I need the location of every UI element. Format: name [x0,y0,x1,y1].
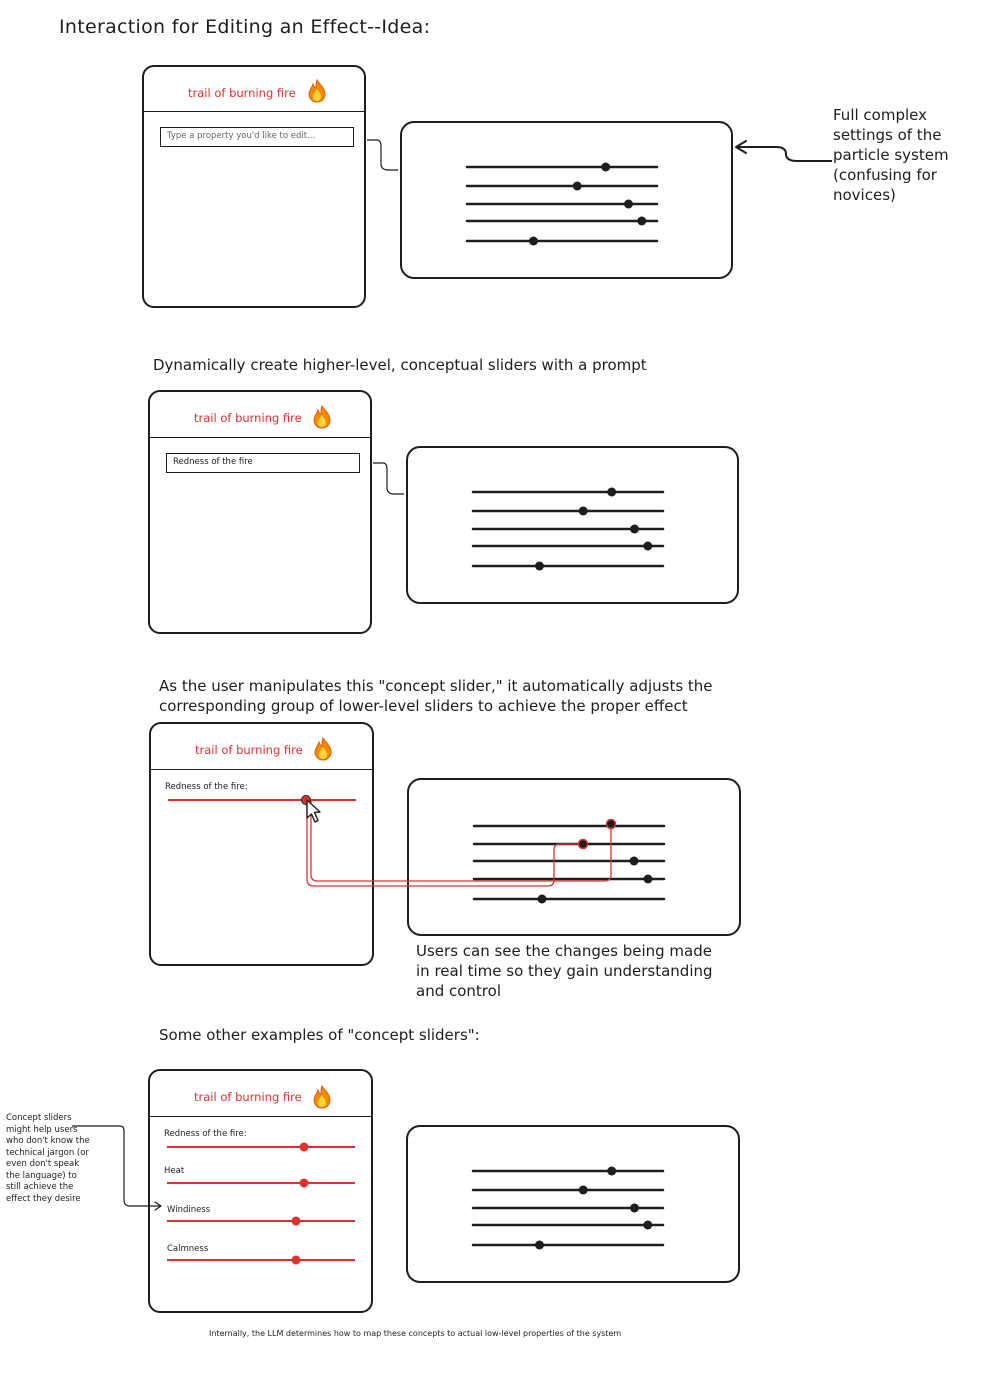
annotation-real-time: Users can see the changes being made in real time so they gain understanding and control [416,942,713,1000]
arrowhead-icon [736,141,746,153]
low-level-panel-2 [406,446,739,604]
phone-title-3: trail of burning fire [195,743,303,757]
low-level-slider-thumb [630,1204,639,1213]
low-level-slider-thumb [535,562,544,571]
section4-heading: Some other examples of "concept sliders": [159,1026,480,1044]
low-level-sliders-2[interactable] [408,448,741,606]
phone-title-2: trail of burning fire [194,411,302,425]
phone-title-4: trail of burning fire [194,1090,302,1104]
concept-label-windiness: Windiness [167,1205,211,1215]
annotation-complex-settings: Full complex settings of the particle system (confusing for novices) [833,106,949,204]
side-note-concept-sliders: Concept sliders might help users who don't know the technical jargon (or even don't speak the language) to still achieve the effect they desire [6,1113,90,1204]
section3-heading-line1: As the user manipulates this "concept slider," it automatically adjusts the [159,677,713,695]
phone-frame-4 [148,1069,373,1313]
concept-label-calmness: Calmness [167,1244,209,1254]
concept-label-redness: Redness of the fire: [164,1129,247,1139]
phone-header-3 [151,724,372,770]
low-level-slider-thumb [529,237,538,246]
low-level-slider-thumb [535,1241,544,1250]
property-search-input[interactable]: Type a property you'd like to edit... [160,127,354,147]
low-level-slider-thumb [624,200,633,209]
phone-frame-1 [142,65,366,308]
phone-frame-2 [148,390,372,634]
low-level-slider-thumb [630,525,639,534]
annotation-arrow [738,147,832,161]
phone-header-4 [150,1071,371,1117]
concept-slider-label: Redness of the fire: [165,782,248,792]
low-level-slider-thumb [607,488,616,497]
phone-frame-3 [149,722,374,966]
section2-heading: Dynamically create higher-level, conceptual sliders with a prompt [153,356,647,374]
low-level-slider-thumb [630,857,639,866]
phone-header-2 [150,392,370,438]
low-level-slider-thumb [607,1167,616,1176]
phone-header-1 [144,67,364,112]
low-level-panel-3 [407,778,741,936]
low-level-slider-thumb [637,217,646,226]
low-level-slider-thumb [601,163,610,172]
fire-icon [311,405,333,429]
low-level-slider-thumb [579,1186,588,1195]
low-level-slider-thumb [579,507,588,516]
footer-note: Internally, the LLM determines how to map these concepts to actual low-level properties of the system [209,1329,622,1338]
low-level-panel-1 [400,121,733,279]
section3-heading [159,676,713,716]
connector-2 [373,463,404,494]
property-prompt-input[interactable]: Redness of the fire [166,453,360,473]
section3-heading-line2: corresponding group of lower-level sliders to achieve the proper effect [159,697,688,715]
fire-icon [306,79,328,103]
low-level-slider-thumb [643,1221,652,1230]
phone-title-1: trail of burning fire [188,86,296,100]
low-level-sliders-3[interactable] [409,780,743,938]
low-level-sliders-4[interactable] [408,1127,742,1285]
connector-1 [367,140,398,170]
fire-icon [311,1085,333,1109]
low-level-panel-4 [406,1125,740,1283]
low-level-slider-thumb [573,182,582,191]
low-level-slider-thumb [538,895,547,904]
low-level-sliders-1[interactable] [402,123,735,281]
page-title: Interaction for Editing an Effect--Idea: [59,16,431,38]
low-level-slider-thumb [644,875,653,884]
concept-label-heat: Heat [164,1166,185,1176]
low-level-slider-thumb [643,542,652,551]
fire-icon [312,737,334,761]
